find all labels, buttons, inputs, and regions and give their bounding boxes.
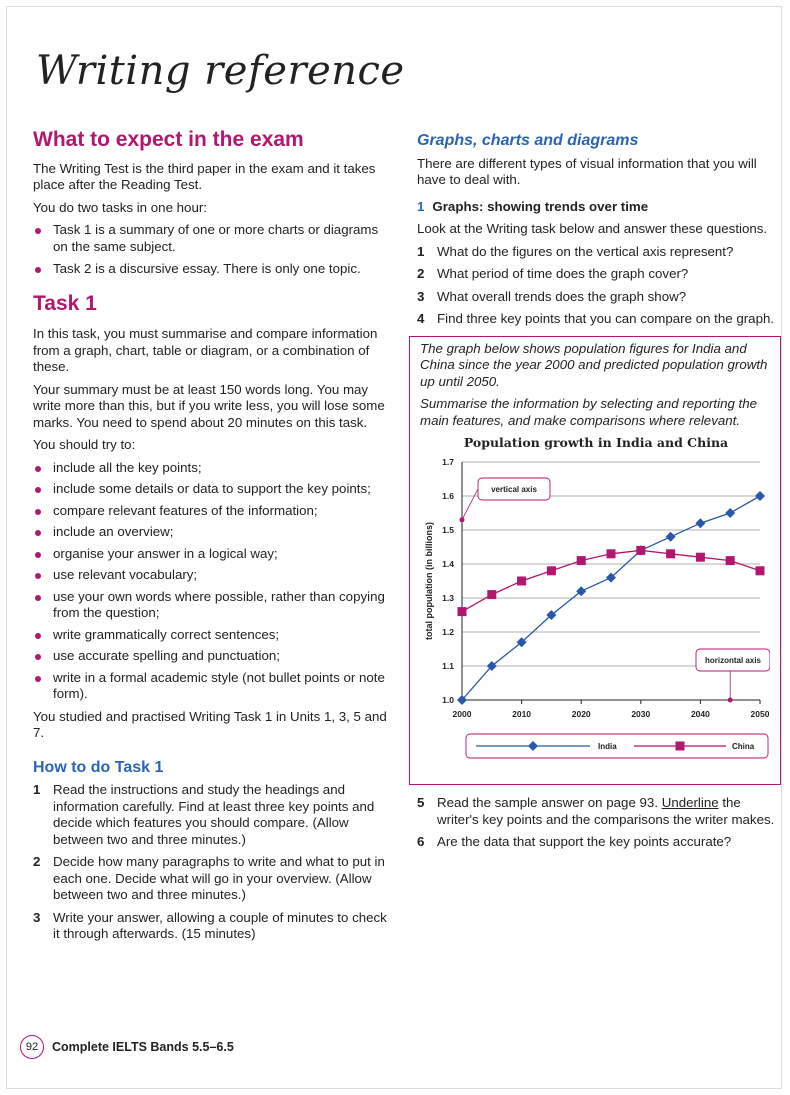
page-title: Writing reference bbox=[36, 48, 405, 94]
data-point-china bbox=[636, 545, 645, 554]
step-number: 1 bbox=[33, 782, 41, 797]
question-number: 5 bbox=[417, 795, 425, 810]
y-tick-label: 1.1 bbox=[442, 660, 454, 671]
list-item bbox=[417, 266, 779, 283]
population-chart bbox=[420, 454, 770, 772]
data-point-india bbox=[725, 508, 735, 518]
data-point-china bbox=[756, 566, 765, 575]
subsection-title: Graphs: showing trends over time bbox=[432, 198, 649, 214]
y-tick-label: 1.4 bbox=[442, 558, 454, 569]
question-number: 4 bbox=[417, 311, 425, 326]
expect-paragraph-2: You do two tasks in one hour: bbox=[33, 199, 207, 215]
subsection-paragraph: Look at the Writing task below and answer these questions. bbox=[417, 221, 768, 236]
graphs-paragraph: There are different types of visual information that you will have to deal with. bbox=[417, 155, 757, 187]
data-point-india bbox=[755, 491, 765, 501]
questions-list bbox=[417, 244, 779, 328]
left-column bbox=[33, 130, 393, 949]
data-point-china bbox=[547, 566, 556, 575]
y-axis-label: total population (in billions) bbox=[424, 521, 434, 640]
question-text: What overall trends does the graph show? bbox=[437, 288, 687, 304]
task-paragraph-3: You should try to: bbox=[33, 437, 136, 452]
try-list bbox=[33, 460, 393, 703]
expect-paragraph-1: The Writing Test is the third paper in the exam and it takes place after the Reading Test. bbox=[33, 160, 376, 192]
list-item bbox=[33, 910, 393, 943]
list-item: Task 1 is a summary of one or more charts or diagrams on the same subject. bbox=[33, 222, 393, 255]
y-tick-label: 1.6 bbox=[442, 490, 454, 501]
list-item bbox=[33, 854, 393, 904]
data-point-china bbox=[607, 549, 616, 558]
legend-label-india: India bbox=[598, 741, 617, 751]
question-number: 3 bbox=[417, 288, 425, 304]
list-item: organise your answer in a logical way; bbox=[33, 546, 393, 563]
list-item: write in a formal academic style (not bullet points or note form). bbox=[33, 670, 393, 703]
right-column bbox=[417, 133, 779, 857]
questions-list-2 bbox=[417, 795, 779, 851]
data-point-china bbox=[577, 556, 586, 565]
list-item: write grammatically correct sentences; bbox=[33, 627, 393, 644]
task-heading: Task 1 bbox=[33, 291, 97, 315]
step-text: Write your answer, allowing a couple of minutes to check it through afterwards. (15 minutes) bbox=[53, 909, 387, 941]
subsection-number: 1 bbox=[417, 198, 425, 214]
y-tick-label: 1.2 bbox=[442, 626, 454, 637]
question-underlined-word: Underline bbox=[661, 795, 719, 810]
question-number: 1 bbox=[417, 243, 425, 259]
task-paragraph-4: You studied and practised Writing Task 1 in Units 1, 3, 5 and 7. bbox=[33, 708, 387, 740]
footer bbox=[20, 1035, 234, 1059]
list-item: use accurate spelling and punctuation; bbox=[33, 648, 393, 665]
annotation-label: horizontal axis bbox=[704, 655, 762, 665]
data-point-india bbox=[666, 531, 676, 541]
x-tick-label: 2040 bbox=[690, 708, 710, 719]
x-tick-label: 2010 bbox=[512, 708, 532, 719]
data-point-china bbox=[458, 607, 467, 616]
data-point-china bbox=[487, 590, 496, 599]
legend-marker-china bbox=[676, 741, 685, 750]
list-item bbox=[33, 782, 393, 848]
question-number: 2 bbox=[417, 266, 425, 281]
graphs-heading: Graphs, charts and diagrams bbox=[417, 132, 639, 149]
list-item: compare relevant features of the information; bbox=[33, 503, 393, 520]
step-number: 3 bbox=[33, 909, 41, 925]
x-tick-label: 2000 bbox=[452, 708, 472, 719]
list-item: use relevant vocabulary; bbox=[33, 567, 393, 584]
list-item bbox=[417, 244, 779, 261]
legend-label-china: China bbox=[732, 741, 755, 751]
data-point-china bbox=[517, 576, 526, 585]
question-number: 6 bbox=[417, 834, 425, 849]
question-text: What do the figures on the vertical axis represent? bbox=[437, 243, 734, 259]
list-item: include some details or data to support the key points; bbox=[33, 481, 393, 498]
list-item bbox=[417, 834, 779, 851]
x-tick-label: 2020 bbox=[571, 708, 591, 719]
list-item: include all the key points; bbox=[33, 460, 393, 477]
data-point-china bbox=[666, 549, 675, 558]
y-tick-label: 1.3 bbox=[442, 592, 454, 603]
writing-task-box bbox=[409, 336, 781, 786]
expect-heading: What to expect in the exam bbox=[33, 128, 304, 151]
task-paragraph-2: Your summary must be at least 150 words long. You may write more than this, but if you write less, you will lose some marks. You need to spend about 20 minutes on this task. bbox=[33, 381, 385, 430]
how-heading: How to do Task 1 bbox=[33, 758, 164, 776]
subsection-heading bbox=[417, 199, 779, 216]
step-number: 2 bbox=[33, 854, 41, 869]
question-text: What period of time does the graph cover? bbox=[437, 266, 689, 281]
step-text: Read the instructions and study the headings and information carefully. Find at least three key points and decide which features you should compare. (Allow between two and three minutes.) bbox=[53, 782, 375, 847]
list-item: Task 2 is a discursive essay. There is only one topic. bbox=[33, 261, 393, 278]
list-item: include an overview; bbox=[33, 524, 393, 541]
annotation-leader bbox=[462, 489, 478, 520]
list-item bbox=[417, 795, 779, 828]
y-tick-label: 1.0 bbox=[442, 694, 454, 705]
question-text-post: the writer's key points and the comparisons the writer makes. bbox=[437, 795, 775, 827]
x-tick-label: 2050 bbox=[750, 708, 770, 719]
chart-title: Population growth in India and China bbox=[463, 435, 729, 450]
page-number: 92 bbox=[20, 1035, 44, 1059]
annotation-label: vertical axis bbox=[491, 484, 537, 494]
task-box-paragraph-1: The graph below shows population figures for India and China since the year 2000 and predicted population growth up until 2050. bbox=[420, 340, 768, 389]
question-text: Are the data that support the key points accurate? bbox=[437, 834, 732, 849]
question-text: Find three key points that you can compare on the graph. bbox=[437, 311, 775, 326]
task-paragraph-1: In this task, you must summarise and compare information from a graph, chart, table or diagram, or a combination of these. bbox=[33, 326, 378, 374]
list-item: use your own words where possible, rather than copying from the question; bbox=[33, 589, 393, 622]
list-item bbox=[417, 289, 779, 306]
data-point-china bbox=[726, 556, 735, 565]
data-point-china bbox=[696, 552, 705, 561]
step-text: Decide how many paragraphs to write and what to put in each one. Decide what will go in your overview. (Allow between two and three minutes.) bbox=[53, 854, 385, 902]
task-box-paragraph-2: Summarise the information by selecting and reporting the main features, and make comparisons where relevant. bbox=[420, 396, 758, 428]
data-point-india bbox=[695, 518, 705, 528]
list-item bbox=[417, 311, 779, 328]
question-text-pre: Read the sample answer on page 93. bbox=[437, 795, 662, 810]
how-steps bbox=[33, 782, 393, 943]
expect-list bbox=[33, 222, 393, 278]
y-tick-label: 1.7 bbox=[442, 456, 454, 467]
x-tick-label: 2030 bbox=[631, 708, 651, 719]
y-tick-label: 1.5 bbox=[442, 524, 454, 535]
book-title: Complete IELTS Bands 5.5–6.5 bbox=[52, 1040, 234, 1054]
